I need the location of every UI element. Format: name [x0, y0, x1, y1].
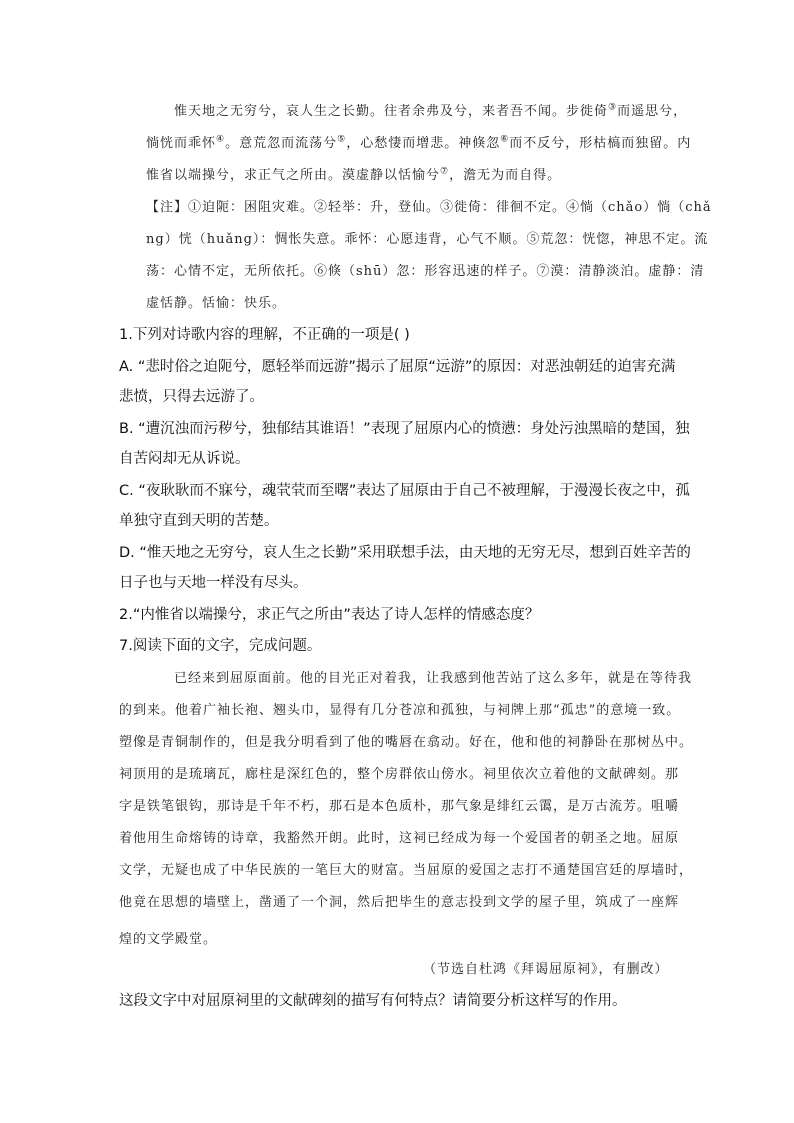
- option-b-line-1: B. “遭沉浊而污秽兮，独郁结其谁语！”表现了屈原内心的愤懑：身处污浊黑暗的楚国，独: [119, 421, 690, 437]
- passage-line-9: 煌的文学殿堂。: [119, 932, 218, 947]
- passage-line-5: 字是铁笔银钩，那诗是千年不朽，那石是本色质朴，那气象是绯红云霭，是万古流芳。咀嚼: [119, 799, 680, 814]
- option-b-line-2: 自苦闷却无从诉说。: [119, 451, 250, 467]
- passage-line-7: 文学，无疑也成了中华民族的一笔巨大的财富。当屈原的爱国之志打不通楚国宫廷的厚墙时，: [119, 863, 694, 878]
- option-d-line-2: 日子也与天地一样没有尽头。: [119, 575, 308, 591]
- poem-line-1: 惟天地之无穷兮，哀人生之长勤。往者余弗及兮，来者吾不闻。步徙倚③而遥思兮，: [174, 102, 688, 119]
- option-c-line-2: 单独守直到天明的苦楚。: [119, 513, 279, 529]
- passage-source: （节选自杜鸿《拜谒屈原祠》，有删改）: [423, 962, 669, 977]
- question-1: 1.下列对诗歌内容的理解，不正确的一项是( ): [119, 327, 410, 343]
- notes-line-2: ng）恍（huǎng）：惆怅失意。乖怀：心愿违背，心气不顺。⑤荒忽：恍惚，神思不定。流: [146, 232, 709, 247]
- poem-line-2: 惝恍而乖怀④。意荒忽而流荡兮⑤，心愁悽而增悲。神倏忽⑥而不反兮，形枯槁而独留。内: [146, 134, 692, 151]
- option-a-line-1: A. “悲时俗之迫阨兮，愿轻举而远游”揭示了屈原“远游”的原因：对恶浊朝廷的迫害充满: [119, 359, 676, 375]
- notes-line-4: 虚恬静。恬愉：快乐。: [146, 296, 287, 311]
- option-a-line-2: 悲愤，只得去远游了。: [119, 389, 264, 405]
- passage-line-3: 塑像是青铜制作的，但是我分明看到了他的嘴唇在翕动。好在，他和他的祠静卧在那树丛中。: [119, 735, 694, 750]
- passage-line-4: 祠顶用的是琉璃瓦，廊柱是深红色的，整个房群依山傍水。祠里依次立着他的文献碑刻。那: [119, 767, 680, 782]
- final-question: 这段文字中对屈原祠里的文献碑刻的描写有何特点？请简要分析这样写的作用。: [119, 993, 627, 1009]
- passage-line-8: 他竟在思想的墙壁上，凿通了一个洞，然后把毕生的意志投到文学的屋子里，筑成了一座辉: [119, 895, 680, 910]
- notes-line-3: 荡：心情不定，无所依托。⑥倏（shū）忽：形容迅速的样子。⑦漠：清静淡泊。虚静：清: [146, 264, 705, 279]
- option-d-line-1: D. “惟天地之无穷兮，哀人生之长勤”采用联想手法，由天地的无穷无尽，想到百姓辛苦的: [119, 545, 691, 561]
- passage-line-1: 已经来到屈原面前。他的目光正对着我，让我感到他苦站了这么多年，就是在等待我: [174, 671, 693, 686]
- option-c-line-1: C. “夜耿耿而不寐兮，魂茕茕而至曙”表达了屈原由于自己不被理解，于漫漫长夜之中，孤: [119, 483, 690, 499]
- question-2: 2.“内惟省以端操兮，求正气之所由”表达了诗人怎样的情感态度？: [119, 607, 540, 623]
- passage-line-6: 着他用生命熔铸的诗章，我豁然开朗。此时，这祠已经成为每一个爱国者的朝圣之地。屈原: [119, 831, 680, 846]
- question-7: 7.阅读下面的文字，完成问题。: [119, 638, 322, 654]
- notes-line-1: 【注】①迫阨：困阻灾难。②轻举：升，登仙。③徙倚：徘徊不定。④惝（chǎo）惝（chǎ: [146, 200, 712, 215]
- passage-line-2: 的到来。他着广袖长袍、翘头巾，显得有几分苍凉和孤独，与祠牌上那“孤忠”的意境一致。: [119, 703, 681, 718]
- poem-line-3: 惟省以端操兮，求正气之所由。漠虚静以恬愉兮⑦，澹无为而自得。: [146, 166, 562, 183]
